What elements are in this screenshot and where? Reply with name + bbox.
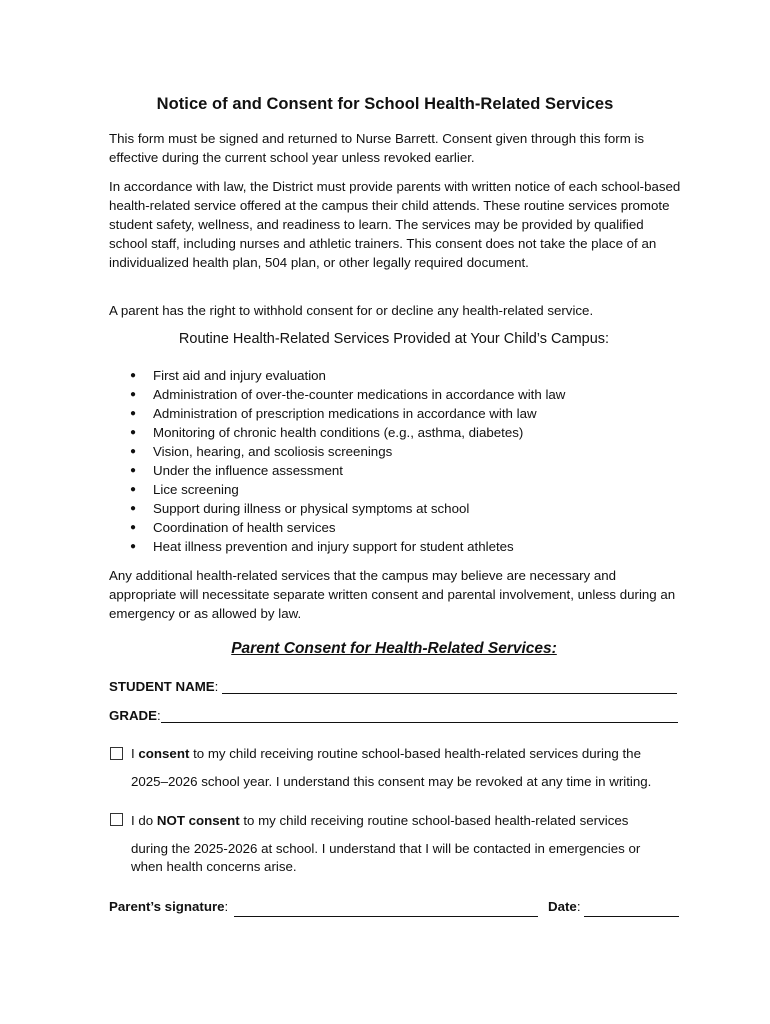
signature-colon: : [224,899,229,914]
list-item [130,480,690,499]
list-item [130,499,690,518]
bullet-icon: ● [130,427,137,438]
consent-option-prefix: I [131,746,139,761]
service-label: First aid and injury evaluation [153,368,326,383]
additional-services-note: Any additional health-related services that the campus may believe are necessary and appropriate will necessitate separate written consent and parental involvement, unless during an emergency or as allowed by law. [109,568,676,621]
list-item [130,461,690,480]
intro-paragraph-2: In accordance with law, the District must provide parents with written notice of each school-based health-related service offered at the campus their child attends. These routine services promote student safety, wellness, and readiness to learn. The services may be provided by qualified school staff, including nurses and athletic trainers. This consent does not take the place of an individualized health plan, 504 plan, or other legally required document. [109,179,681,270]
consent-option-rest: to my child receiving routine school-based health-related services during the [189,746,641,761]
not-consent-option-line-1 [131,811,628,830]
bullet-icon: ● [130,389,137,400]
list-item [130,404,690,423]
date-label: Date [548,899,577,914]
student-name-field[interactable] [222,679,677,694]
list-item [130,518,690,537]
service-label: Administration of prescription medications in accordance with law [153,406,537,421]
student-name-colon: : [214,679,219,694]
service-label: Lice screening [153,482,239,497]
services-heading: Routine Health-Related Services Provided at Your Child’s Campus: [178,331,610,347]
service-label: Under the influence assessment [153,463,343,478]
not-consent-option-line-3: when health concerns arise. [131,859,297,874]
service-label: Heat illness prevention and injury support for student athletes [153,539,514,554]
service-label: Support during illness or physical symptoms at school [153,501,470,516]
list-item [130,385,690,404]
not-consent-option-bold: NOT consent [156,813,240,828]
date-field[interactable] [584,902,679,917]
bullet-icon: ● [130,541,137,552]
not-consent-option-prefix: I do [131,813,157,828]
grade-colon: : [157,708,161,723]
signature-label: Parent’s signature [109,899,225,914]
date-colon: : [576,899,581,914]
student-name-label: STUDENT NAME [109,679,215,694]
service-label: Coordination of health services [153,520,336,535]
bullet-icon: ● [130,484,137,495]
list-item [130,423,690,442]
student-name-row [109,677,218,696]
bullet-icon: ● [130,465,137,476]
not-consent-option-line-2: during the 2025-2026 at school. I understand that I will be contacted in emergencies or [131,841,641,856]
signature-field[interactable] [234,902,538,917]
service-label: Administration of over-the-counter medications in accordance with law [153,387,566,402]
date-row [548,897,581,916]
page-title: Notice of and Consent for School Health-Related Services [156,95,614,113]
bullet-icon: ● [130,446,137,457]
list-item [130,366,690,385]
consent-heading: Parent Consent for Health-Related Services: [231,640,557,657]
list-item [130,442,690,461]
service-label: Monitoring of chronic health conditions (e.g., asthma, diabetes) [153,425,524,440]
consent-option-line-2: 2025–2026 school year. I understand this consent may be revoked at any time in writing. [131,774,652,789]
bullet-icon: ● [130,503,137,514]
bullet-icon: ● [130,522,137,533]
not-consent-checkbox[interactable] [110,813,123,826]
intro-paragraph-1: This form must be signed and returned to Nurse Barrett. Consent given through this form is effective during the current school year unless revoked earlier. [109,131,645,165]
grade-label: GRADE [109,708,158,723]
bullet-icon: ● [130,370,137,381]
consent-option-line-1 [131,744,641,763]
not-consent-option-rest: to my child receiving routine school-based health-related services [239,813,629,828]
grade-field[interactable] [161,708,678,723]
bullet-icon: ● [130,408,137,419]
service-label: Vision, hearing, and scoliosis screenings [153,444,393,459]
consent-option-bold: consent [138,746,190,761]
grade-row [109,706,161,725]
signature-row [109,897,228,916]
list-item [130,537,690,556]
consent-checkbox[interactable] [110,747,123,760]
intro-paragraph-3: A parent has the right to withhold consent for or decline any health-related service. [109,303,594,318]
